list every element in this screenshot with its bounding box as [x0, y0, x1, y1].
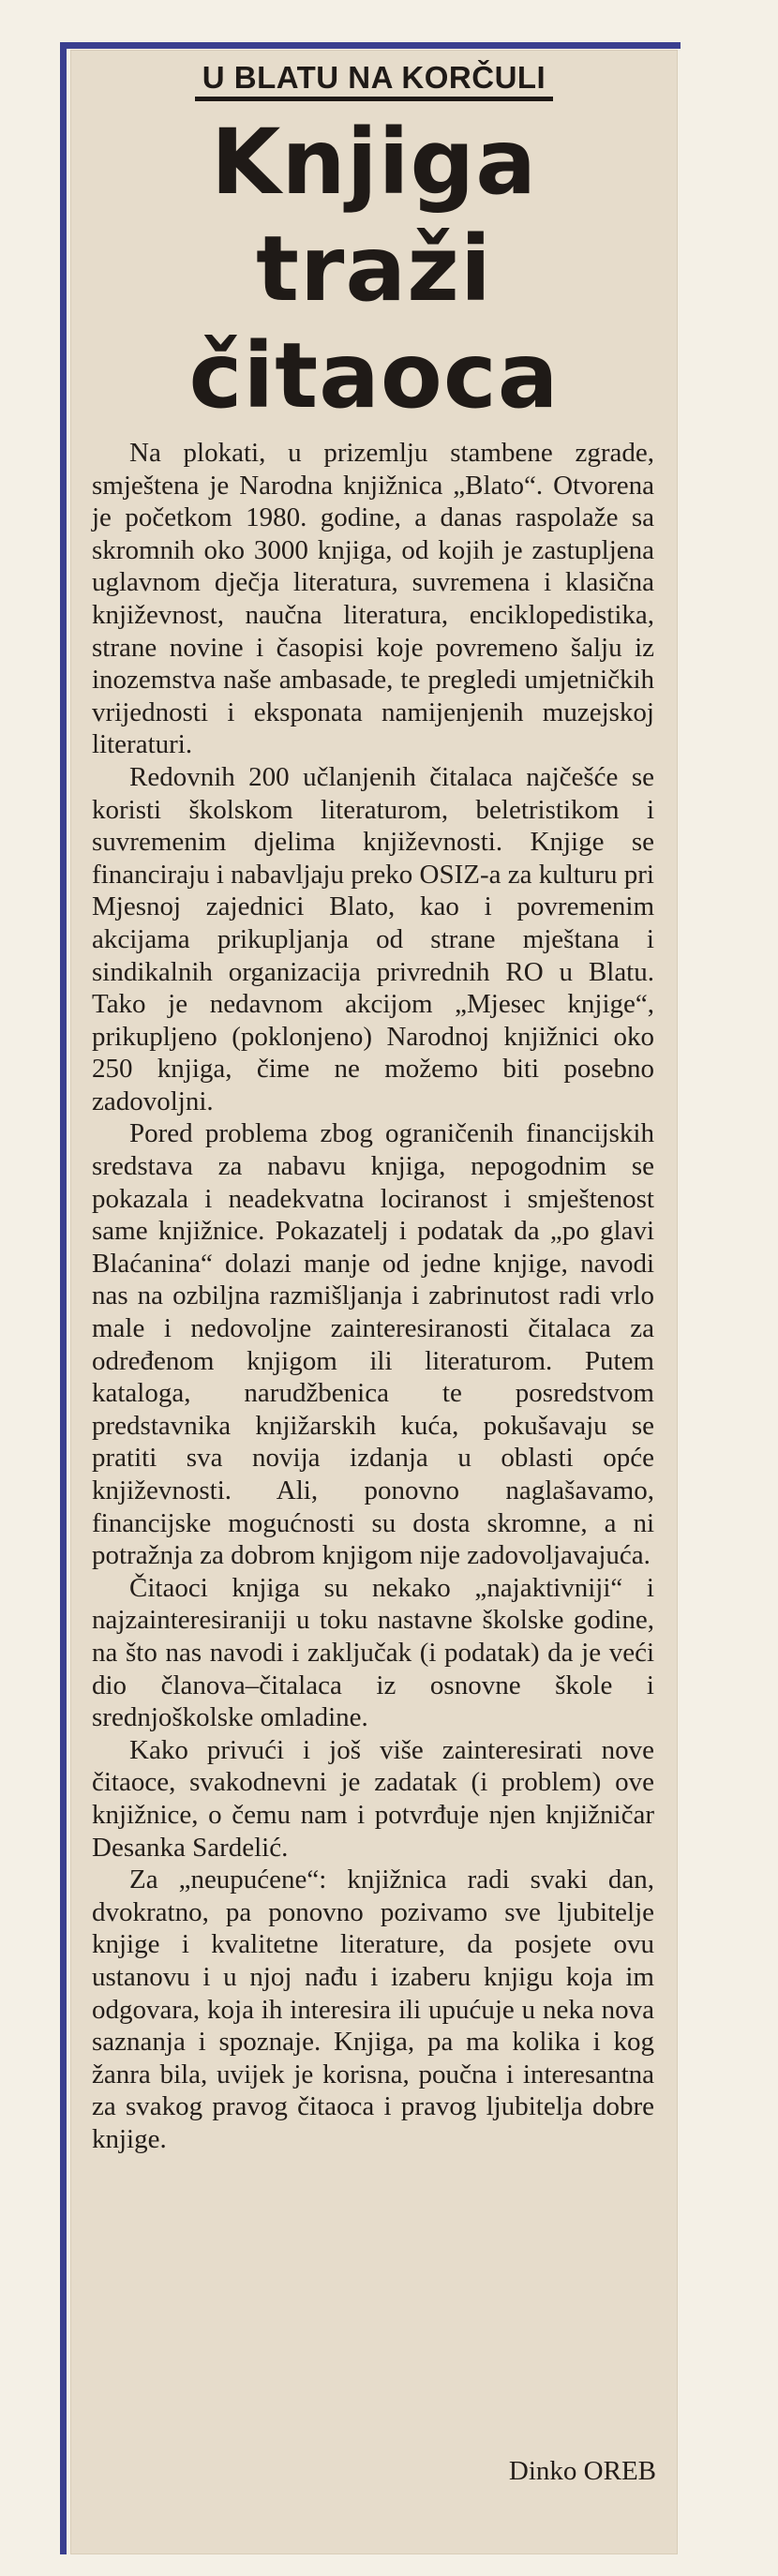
author-signature: Dinko OREB [508, 2456, 656, 2486]
kicker-text: U BLATU NA KORČULI [195, 60, 553, 101]
article-body [92, 437, 654, 2155]
frame-line-top [60, 42, 681, 49]
paragraph: Za „neupućene“: knjižnica radi svaki dan, dvokratno, pa ponovno pozivamo sve ljubitelje knjige i kvalitetne literature, da posjete ovu ustanovu i u njoj nađu i izaberu knjigu koja im odgovara, koja ih interesira ili upućuje u neka nova saznanja i spoznaje. Knjiga, pa ma kolika i kog žanra bila, uvijek je korisna, poučna i interesantna za svakog pravog čitaoca i pravog ljubitelja dobre knjige. [92, 1865, 654, 2154]
kicker [71, 60, 677, 96]
headline-line-1: Knjiga [210, 110, 538, 215]
headline [71, 109, 677, 429]
frame-line-left [60, 42, 67, 2554]
paragraph: Kako privući i još više zainteresirati nove čitaoce, svakodnevni je zadatak (i problem) ove knjižnice, o čemu nam i potvrđuje njen knjižničar Desanka Sardelić. [92, 1734, 654, 1863]
paragraph: Pored problema zbog ograničenih financijskih sredstava za nabavu knjiga, nepogodnim se pokazala i neadekvatna lociranost i smještenost same knjižnice. Pokazatelj i podatak da „po glavi Blaćanina“ dolazi manje od jedne knjige, navodi nas na ozbiljna razmišljanja i zabrinutost radi vrlo male i nedovoljne zainteresiranosti čitalaca za određenom knjigom ili literaturom. Putem kataloga, narudžbenica te posredstvom predstavnika knjižarskih kuća, pokušavaju se pratiti sva novija izdanja u oblasti opće književnosti. Ali, ponovno naglašavamo, financijske mogućnosti su dosta skromne, a ni potražnja za dobrom knjigom nije zadovoljavajuća. [92, 1118, 654, 1571]
newspaper-clipping [71, 51, 677, 2554]
paragraph: Na plokati, u prizemlju stambene zgrade, smještena je Narodna knjižnica „Blato“. Otvorena je početkom 1980. godine, a danas raspolaže sa skromnih oko 3000 knjiga, od kojih je zastupljena uglavnom dječja literatura, suvremena i klasična književnost, naučna literatura, enciklopedistika, strane novine i časopisi koje povremeno šalju iz inozemstva naše ambasade, te pregledi umjetničkih vrijednosti i eksponata namijenjenih muzejskoj literaturi. [92, 438, 654, 760]
headline-line-3: čitaoca [188, 323, 560, 428]
headline-line-2: traži [256, 217, 492, 322]
paragraph: Redovnih 200 učlanjenih čitalaca najčešće se koristi školskom literaturom, beletristikom i suvremenim djelima književnosti. Knjige se financiraju i nabavljaju preko OSIZ-a za kulturu pri Mjesnoj zajednici Blato, kao i povremenim akcijama prikupljanja od strane mještana i sindikalnih organizacija privrednih RO u Blatu. Tako je nedavnom akcijom „Mjesec knjige“, prikupljeno (poklonjeno) Narodnoj knjižnici oko 250 knjiga, čime ne možemo biti posebno zadovoljni. [92, 761, 654, 1116]
paragraph: Čitaoci knjiga su nekako „najaktivniji“ i najzainteresiraniji u toku nastavne školske godine, na što nas navodi i zaključak (i podatak) da je veći dio članova–čitalaca iz osnovne škole i srednjoškolske omladine. [92, 1572, 654, 1733]
